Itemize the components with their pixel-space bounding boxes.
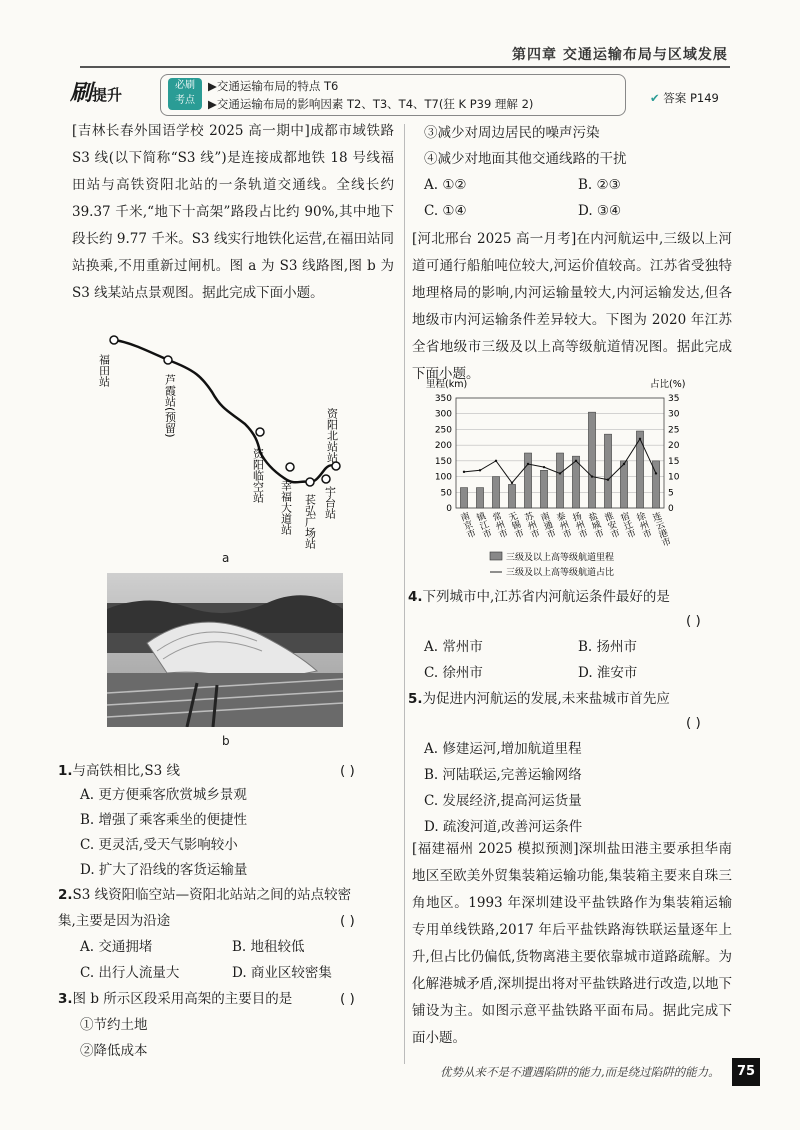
line-point (495, 460, 497, 462)
y-tick-right: 0 (668, 504, 674, 514)
option[interactable]: C. 出行人流量大 (80, 965, 180, 981)
brand-logo (70, 76, 122, 107)
station-marker-changhong (306, 478, 314, 486)
line-point (591, 475, 593, 477)
bar-mileage (476, 488, 483, 508)
station-label: 苌弘广场站 (303, 494, 317, 549)
option[interactable]: C. 徐州市 (424, 665, 483, 681)
option[interactable]: D. 商业区较密集 (232, 965, 332, 981)
x-tick-label: 盐城市 (585, 510, 605, 540)
option[interactable]: A. ①② (424, 177, 467, 193)
header-rule (80, 66, 730, 68)
x-tick-label: 连云港市 (649, 510, 672, 549)
bar-mileage (540, 470, 547, 508)
y-tick-left: 0 (446, 504, 452, 514)
option[interactable]: A. 交通拥堵 (80, 939, 153, 955)
y-tick-left: 350 (434, 394, 452, 404)
figure-b-caption: b (222, 734, 230, 748)
bar-mileage (604, 434, 611, 508)
x-tick-label: 常州市 (489, 510, 509, 540)
question-stem: 与高铁相比,S3 线 (72, 763, 180, 779)
x-tick-label: 南通市 (537, 510, 557, 540)
knowledge-point-1: ▶交通运输布局的特点 T6 (208, 79, 339, 93)
question-5 (408, 686, 728, 712)
option[interactable]: B. 增强了乘客乘坐的便捷性 (80, 812, 248, 828)
route-line (114, 340, 336, 482)
option[interactable]: C. ①④ (424, 203, 467, 219)
y-tick-left: 300 (434, 409, 452, 420)
x-tick-label: 南京市 (457, 510, 477, 540)
station-label: 芦霞站(预留) (163, 374, 177, 438)
y-tick-right: 10 (668, 472, 680, 483)
option[interactable]: D. 扩大了沿线的客货运输量 (80, 862, 248, 878)
x-tick-label: 宿迁市 (617, 510, 637, 540)
question-4 (408, 584, 728, 610)
bar-mileage (524, 453, 531, 508)
option[interactable]: A. 更方便乘客欣赏城乡景观 (80, 787, 247, 803)
brand-part2: 提升 (92, 86, 123, 104)
bar-mileage (492, 477, 499, 508)
option[interactable]: A. 修建运河,增加航道里程 (424, 741, 582, 757)
line-point (463, 471, 465, 473)
line-point (527, 463, 529, 465)
legend-bar-swatch (490, 552, 502, 560)
must-test-tag (168, 78, 202, 110)
answer-blank[interactable]: ( ) (686, 715, 701, 731)
question-stem: 图 b 所示区段采用高架的主要目的是 (72, 991, 293, 1007)
bar-mileage (588, 412, 595, 508)
station-marker-yutai (322, 475, 330, 483)
line-point (575, 460, 577, 462)
option[interactable]: A. 常州市 (424, 639, 483, 655)
question-2 (58, 882, 358, 934)
x-tick-label: 徐州市 (633, 510, 653, 540)
chapter-title: 第四章 交通运输布局与区域发展 (512, 47, 728, 63)
statement: ①节约土地 (80, 1017, 148, 1033)
station-marker-xingfu (286, 463, 294, 471)
station-marker-yangbei (332, 462, 340, 470)
line-point (543, 466, 545, 468)
y-tick-left: 50 (440, 488, 452, 499)
option[interactable]: D. 疏浚河道,改善河运条件 (424, 819, 583, 835)
check-icon: ✔ (650, 91, 660, 105)
option[interactable]: B. 地租较低 (232, 939, 305, 955)
s3-line-map (90, 332, 360, 562)
station-label: 资阳临空站 (251, 448, 265, 503)
page-number: 75 (732, 1058, 760, 1086)
answer-blank[interactable]: ( ) (340, 913, 355, 929)
passage-3: [福建福州 2025 模拟预测]深圳盐田港主要承担华南地区至欧美外贸集装箱运输功能,集装箱主要来自珠三角地区。1993 年深圳建设平盐铁路作为集装箱运输专用单线铁路,2017 年后平盐铁路海铁联运量逐年上升,但占比仍偏低,货物离港主要依靠城市道路疏解。为化解港城矛盾,深圳提出将对平盐铁路进行改造,以地下铺设为主。如图示意平盐铁路平面布局。据此完成下面小题。 (412, 841, 732, 1046)
station-marker-futian (110, 336, 118, 344)
y-tick-left: 200 (434, 441, 452, 452)
answer-label: 答案 P149 (663, 91, 719, 105)
bar-mileage (508, 484, 515, 508)
answer-blank[interactable]: ( ) (340, 991, 355, 1007)
statement: ②降低成本 (80, 1043, 148, 1059)
y-tick-left: 250 (434, 425, 452, 436)
question-number: 3. (58, 991, 73, 1007)
y-axis-left-label: 里程(km) (426, 379, 468, 390)
legend-line-label: 三级及以上高等级航道占比 (506, 568, 615, 578)
station-photo (107, 573, 343, 727)
tag-line1: 必刷 (175, 80, 195, 91)
x-tick-label: 淮安市 (601, 510, 621, 540)
station-marker-luxia (164, 356, 172, 364)
option[interactable]: D. ③④ (578, 203, 622, 219)
option[interactable]: B. ②③ (578, 177, 621, 193)
passage-2: [河北邢台 2025 高一月考]在内河航运中,三级以上河道可通行船舶吨位较大,河运价值较高。江苏省受独特地理格局的影响,内河运输量较大,内河运输发达,但各地级市内河运输条件差异较大。下图为 2020 年江苏全省地级市三级及以上高等级航道情况图。据此完成下面小题。 (412, 231, 732, 382)
option[interactable]: B. 扬州市 (578, 639, 638, 655)
answer-blank[interactable]: ( ) (340, 763, 355, 779)
question-number: 2. (58, 887, 73, 903)
y-tick-right: 30 (668, 409, 680, 420)
option[interactable]: B. 河陆联运,完善运输网络 (424, 767, 582, 783)
legend-bar-label: 三级及以上高等级航道里程 (506, 553, 615, 563)
y-tick-left: 100 (434, 472, 452, 483)
question-3 (58, 986, 358, 1012)
question-stem: 为促进内河航运的发展,未来盐城市首先应 (422, 691, 670, 707)
line-point (559, 472, 561, 474)
answer-reference (650, 90, 719, 106)
station-marker-linkong (256, 428, 264, 436)
x-tick-label: 镇江市 (473, 510, 493, 540)
bar-mileage (460, 488, 467, 508)
x-tick-label: 泰州市 (553, 510, 573, 540)
x-tick-label: 苏州市 (521, 510, 541, 540)
question-1 (58, 758, 388, 784)
option[interactable]: D. 淮安市 (578, 665, 638, 681)
y-tick-right: 35 (668, 394, 680, 404)
station-label: 福田站 (97, 354, 111, 387)
y-tick-left: 150 (434, 456, 452, 467)
question-number: 5. (408, 691, 423, 707)
statement: ③减少对周边居民的噪声污染 (424, 125, 600, 141)
option[interactable]: C. 发展经济,提高河运货量 (424, 793, 582, 809)
question-stem: 下列城市中,江苏省内河航运条件最好的是 (422, 589, 670, 605)
line-point (479, 469, 481, 471)
y-tick-right: 15 (668, 456, 680, 467)
column-divider (404, 124, 405, 1064)
answer-blank[interactable]: ( ) (686, 613, 701, 629)
tag-line2: 考点 (175, 95, 195, 106)
bar-mileage (556, 453, 563, 508)
line-point (623, 463, 625, 465)
x-tick-label: 无锡市 (505, 510, 525, 540)
bar-mileage (620, 461, 627, 508)
y-axis-right-label: 占比(%) (650, 379, 686, 390)
passage-1: [吉林长春外国语学校 2025 高一期中]成都市域铁路 S3 线(以下简称“S3 线”)是连接成都地铁 18 号线福田站与高铁资阳北站的一条轨道交通线。全线长约 39.37 千米,“地下十高架”路段占比约 90%,其中地下段长约 9.77 千米。S3 线实行地铁化运营,在福田站同站换乘,不用重新过闸机。图 a 为 S3 线路图,图 b 为 S3 线某站点景观图。据此完成下面小题。 (72, 123, 394, 301)
y-tick-right: 20 (668, 441, 680, 452)
line-point (607, 479, 609, 481)
line-point (511, 482, 513, 484)
x-tick-label: 扬州市 (569, 510, 589, 540)
y-tick-right: 5 (668, 488, 674, 499)
line-point (639, 438, 641, 440)
brand-part1: 刷 (70, 81, 93, 106)
line-point (655, 472, 657, 474)
station-label: 宇台站 (323, 486, 337, 519)
question-stem: S3 线资阳临空站—资阳北站站之间的站点较密集,主要是因为沿途 (58, 887, 352, 929)
waterway-chart (410, 374, 710, 578)
statement: ④减少对地面其他交通线路的干扰 (424, 151, 627, 167)
station-label: 幸福大道站 (279, 480, 293, 535)
y-tick-right: 25 (668, 425, 680, 436)
option[interactable]: C. 更灵活,受天气影响较小 (80, 837, 238, 853)
question-number: 1. (58, 763, 73, 779)
knowledge-point-2: ▶交通运输布局的影响因素 T2、T3、T4、T7(狂 K P39 理解 2) (208, 97, 534, 111)
question-number: 4. (408, 589, 423, 605)
figure-a-caption: a (222, 551, 230, 565)
footer-motto: 优势从来不是不遭遇陷阱的能力,而是绕过陷阱的能力。 (440, 1065, 720, 1079)
station-label: 资阳北站站 (325, 408, 339, 463)
